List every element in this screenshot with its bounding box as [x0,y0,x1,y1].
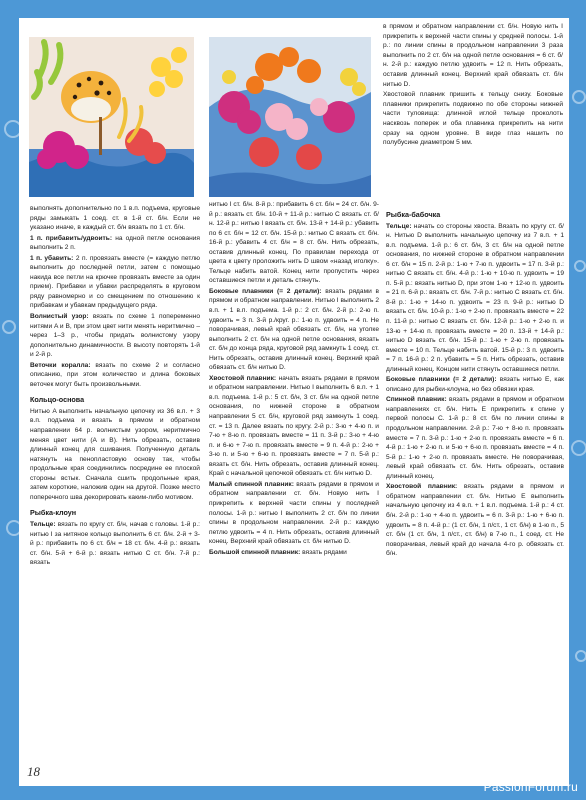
paragraph-body: начать вязать рядами в прямом и обратном направлении. Нитью I выполнить 6 в.п. + 1 в.п. подъема. 1-й р.: 5 ст. б/н, 3 ст. б/н на одной петле основания, по нижней стороне в обратном направлении 5 ст. б/н, круговой ряд замкнуть 1 соед. ст. = 13 п. Далее вязать по кругу. 2-й р.: 3-ю + 4-ю п. и 7-ю + 8-ю п. провязать вместе = 11 п. 3-й р.: 3-ю + 4-ю п. и 6-ю + 7-ю п. провязать вместе = 9 п. 4-й р.: 2-ю + 3-ю п. и 5-ю + 6-ю п. провязать вместе = 7 п. 5-й р.: вязать ст. б/н. Нить обрезать, оставив длинный конец. Край с начальной цепочкой обвязать ст. б/н нитью D. [209,374,379,478]
paragraph [209,374,379,479]
paragraph-body: вязать рядами в прямом и обратном направлении ст. б/н. Нитью E выполнить начальную цепочку из 4 в.п. + 1 в.п. подъема. 1-й р.: 4 ст. б/н. 2-й р.: 1-ю + 4-ю п. удвоить = 6 п. 3-й р.: 1-ю + 6-ю п. удвоить = 8 п. 4-й р.: (1 ст. б/н, 1 п/ст., 1 ст. б/н) в 1-ю п., 5 ст. б/н (1 ст. б/н, 1 п/ст., ст. б/н) в 7-ю п., 1 соед. ст. Не поворачивая, левый край до начала 4-го р. обвязать ст. б/н. [386,483,564,558]
paragraph [209,480,379,547]
paragraph-lead: Хвостовой плавник: [209,374,277,382]
paragraph-body: начать со стороны хвоста. Вязать по кругу ст. б/н. Нитью D выполнить начальную цепочку из 7 в.п. + 1 в.п. подъема. 1-й р.: 6 ст. б/н, 3 ст. б/н на одной петле основания, по нижней стороне в обратном направлении 6 ст. б/н = 15 п. 2-й р.: 1-ю + 7-ю п. удвоить = 17 п. 3-й р.: нитью C вязать ст. б/н. 4-й р.: 1-ю + 10-ю п. удвоить = 19 п. 5-й р.: вязать нитью D, при этом 1-ю + 12-ю п. удвоить = 21 п. 6-й р.: вязать ст. б/н. 7-й р.: нитью C вязать ст. б/н. 8-й р.: 1-ю + 14-ю п. удвоить = 23 п. 9-й р.: нитью D вязать ст. б/н. 10-й р.: 1-ю + 2-ю п. провязать вместе = 22 п. 11-й р.: нитью C вязать ст. б/н. 12-й р.: 1-ю + 2-ю п. и 13-ю + 14-ю п. провязать вместе = 20 п. 13-й + 14-й р.: нитью D вязать ст. б/н. 15-й р.: 1-ю + 2-ю п. провязать вместе = 10 п. Тельце набить ватой. 15-й р.: 3 п. удвоить = 7 п. 16-й р.: 2 п. убавить = 5 п. Нить обрезать, оставив длинный конец. Концом нити стянуть оставшиеся петли. [386,222,564,373]
paragraph-body: Нитью A выполнить начальную цепочку из 36 в.п. + 3 в.п. подъема и вязать в прямом и обратном направлении 64 р. волнистым узором, неритмично меняя цвет нити (A и B). Нить обрезать, оставив длинный конец для сшивания. Полученную деталь натянуть на пенопластовую основу так, чтобы продольные края соединились посредине ее плоской стороны встык. Сначала сшить продольные края, затем короткие, наложив один на другой. Позже место поперечного шва декорировать каким-либо мотивом. [30,407,200,501]
paragraph-body: нитью I ст. б/н. 8-й р.: прибавить 6 ст. б/н = 24 ст. б/н. 9-й р.: вязать ст. б/н. 10-й + 11-й р.: нитью C вязать ст. б/н. 12-й р.: нитью I вязать ст. б/н. 13-й + 14-й р.: убавить по 6 ст. б/н = 12 ст. б/н. 15-й р.: нитью C вязать ст. б/н. 16-й р.: убавить 4 ст. б/н = 8 ст. б/н. Нить обрезать, оставив длинный конец. По правилам перехода от цвета к цвету проложить нить D швом «назад иголку». Тельце набить ватой. Конец нити пропустить через оставшиеся петли и деталь стянуть. [209,201,379,285]
paragraph-lead: Спинной плавник: [386,396,447,404]
paragraph [209,548,379,558]
paragraph-lead: Тельце: [386,222,412,230]
paragraph [386,395,564,481]
paragraph-lead: Веточки коралла: [30,361,91,369]
page-number: 18 [27,764,40,779]
paragraph-body: вязать по схеме 2 и согласно описанию, при этом количество и длина боковых веточек могут быть произвольными. [30,361,200,388]
paragraph-lead: Боковые плавники (= 2 детали): [386,376,497,384]
paragraph-body: вязать рядами в прямом и обратном направлениях ст. б/н. Нить E прикрепить к спине у первой полосы C. 1-й р.: 8 ст. б/н по линии спины в продольном направлении. 2-й р.: 7-ю + 8-ю п. провязать вместе = 7 п. 3-й р.: 1-ю + 2-ю п. провязать вместе = 6 п. 4-й р.: 1-ю + 2-ю п. и 5-ю + 6-ю п. провязать вместе = 4 п. 5-й р.: 1-ю + 2-ю п. провязать вместе. Не поворачивая, левый край обвязать ст. б/н. Нить обрезать, оставив длинный конец. [386,396,564,480]
paragraph: Хвостовой плавник пришить к тельцу снизу. Боковые плавники прикрепить подвижно по обе стороны нижней части туловища: длинной иглой тельце проколоть насквозь поперек и оба плавника прикрепить на нити сразу на одном уровне. В виде глаз нашить по полубусине диаметром 5 мм. [383,91,563,147]
paragraph-lead: Тельце: [30,520,56,528]
paragraph [30,407,200,502]
paragraph-lead: Хвостовой плавник: [386,483,458,491]
text-column-3 [386,204,564,560]
paragraph [386,222,564,375]
paragraph [386,482,564,558]
paragraph-body: вязать рядами в прямом и обратном направлении ст. б/н. Новую нить I прикрепить к верхней части спины у последней полосы. 1-й р.: нитью I выполнить 2 ст. б/н по линии спины в продольном направлении. 2-й р.: каждую петлю удвоить = 4 п. Нить обрезать, оставив длинный конец. Верхний край обвязать ст. б/н нитью D. [209,480,379,546]
paragraph-lead: Боковые плавники (= 2 детали): [209,287,322,295]
text-column-1 [30,204,200,569]
section-heading: Кольцо-основа [30,395,85,405]
site-watermark: PassionForum.ru [483,780,578,794]
paragraph: в прямом и обратном направлении ст. б/н. Новую нить I прикрепить к верхней части спины у средней полосы. 1-й р.: по линии спины в продольном направлении 3 раза выполнить по 2 ст. б/н на одной петле основания = 6 ст. б/н. 2-й р.: каждую петлю удвоить = 12 п. Нить обрезать, оставив длинный конец. Верхний край обвязать ст. б/н нитью D. [383,23,563,88]
paragraph [209,200,379,286]
paragraph [30,312,200,360]
paragraph-body: 2 п. провязать вместе (= каждую петлю выполнить до последней петли, затем с помощью накида все петли на крючке провязать вместе за один прием). Прибавки и убавки распределять в круговом ряду равномерно и со смещением по отношению к прибавкам и убавкам предыдущего ряда. [30,254,200,310]
paragraph-lead: 1 п. убавить: [30,254,74,262]
text-column-2 [209,200,379,558]
photo-coral-reef [209,37,371,197]
paragraph [209,287,379,373]
paragraph [30,254,200,311]
section-heading: Рыбка-клоун [30,508,77,518]
paragraph [30,234,200,253]
paragraph [30,520,200,568]
section-heading: Рыбка-бабочка [386,210,441,219]
paragraph [30,361,200,390]
paragraph-body: вязать рядами в прямом и обратном направлении. Нитью I выполнить 2 в.п. + 1 в.п. подъема. 1-й р.: 2 ст. б/н. 2-й р.: 2-ю п. удвоить = 3 п. 3-й р./круг. р.: 1-ю п. удвоить = 4 п. Не поворачивая, левый край обвязать ст. б/н, на уголке выполнить 2 ст. б/н на одной петле основания, вязать ст. б/н до конца ряда, круговой ряд замкнуть 1 соед. ст. Нить обрезать, оставив длинный конец. Верхний край обвязать ст. б/н нитью D. [209,287,379,372]
paragraph-lead: Малый спинной плавник: [209,480,294,488]
paragraph-body: вязать по схеме 1 попеременно нитями A и B, при этом цвет нити менять неритмично – через 1–3 р., чтобы придать волнистому узору дополнительно динамичности. В высоту повторять 1-й и 2-й р. [30,313,200,359]
paragraph [386,375,564,394]
magazine-page [19,18,569,786]
paragraph-lead: Большой спинной плавник: [209,548,301,556]
photo-clownfish-coral [29,37,194,197]
paragraph-body: вязать рядами [300,548,347,556]
paragraph-body: вязать нитью E, как описано для рыбки-клоуна, но без обвязки края. [386,376,564,393]
paragraph [30,204,200,233]
paragraph-body: вязать по кругу ст. б/н, начав с головы. 1-й р.: нитью I за нитяное кольцо выполнить 6 ст. б/н. 2-й + 3-й р.: прибавить по 6 ст. б/н = 18 ст. б/н. 4-й р.: вязать ст. б/н. 5-й + 6-й р.: вязать нитью C ст. б/н. 7-й р.: вязать [30,520,200,567]
paragraph-body: выполнять дополнительно по 1 в.п. подъема, круговые ряды замыкать 1 соед. ст. в 1-й ст. б/н. Если не указано иначе, в каждый ст. б/н вязать по 1 ст. б/н. [30,205,200,232]
paragraph-lead: 1 п. прибавить/удвоить: [30,234,113,242]
paragraph-lead: Волнистый узор: [30,313,89,321]
paragraph-body: на одной петле основания выполнить 2 п. [30,234,201,252]
intro-text [383,22,563,149]
